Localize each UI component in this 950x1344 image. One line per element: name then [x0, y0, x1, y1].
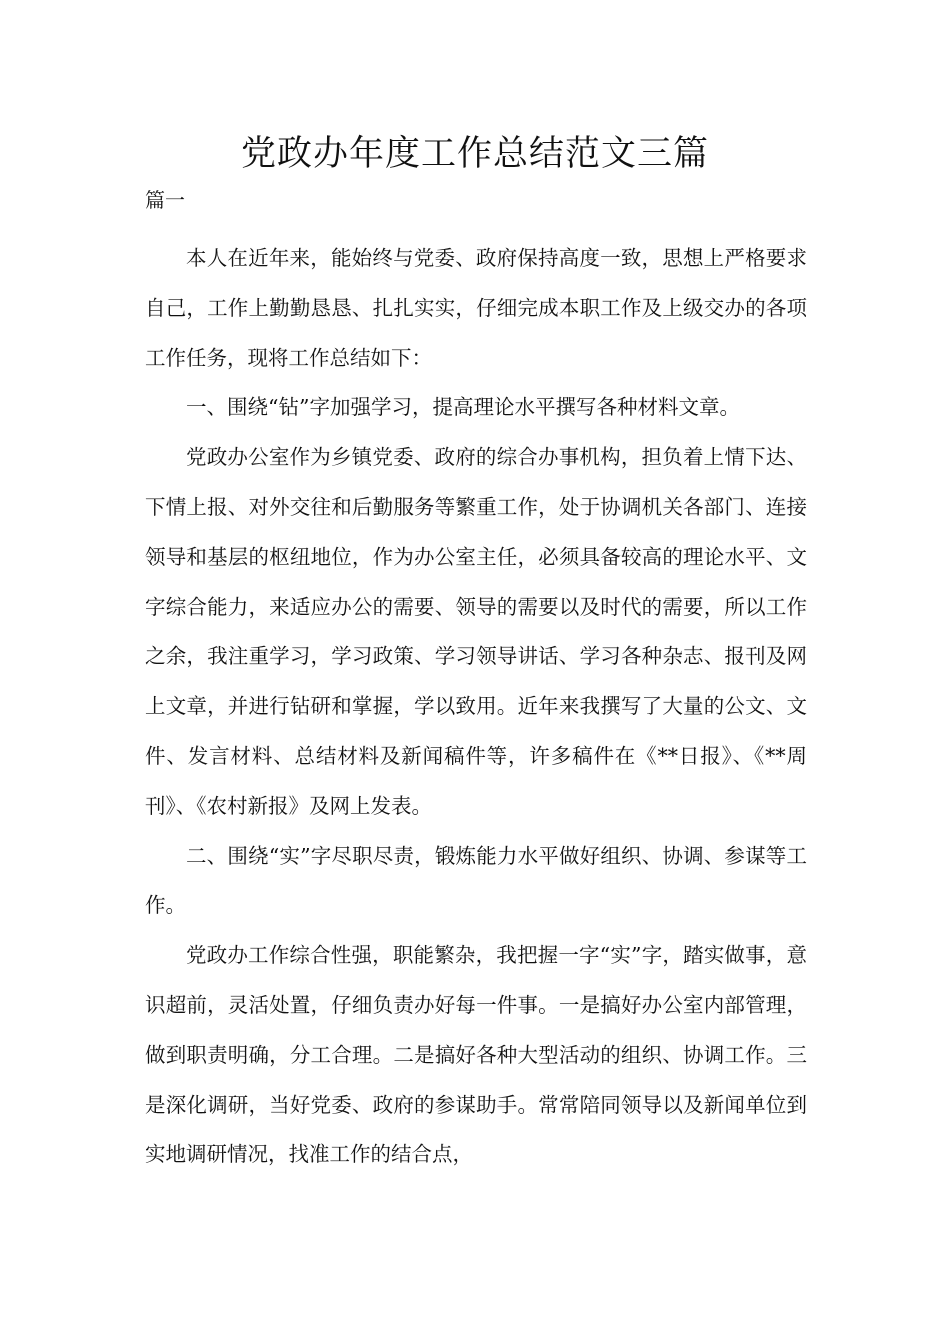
- paragraph-work: 党政办工作综合性强，职能繁杂，我把握一字“实”字，踏实做事，意识超前，灵活处置，仔细负责办好每一件事。一是搞好办公室内部管理，做到职责明确，分工合理。二是搞好各种大型活动的组织、协调工作。三是深化调研，当好党委、政府的参谋助手。常常陪同领导以及新闻单位到实地调研情况，找准工作的结合点，: [145, 943, 807, 1167]
- paragraph-intro: 本人在近年来，能始终与党委、政府保持高度一致，思想上严格要求自己，工作上勤勤恳恳、扎扎实实，仔细完成本职工作及上级交办的各项工作任务，现将工作总结如下：: [145, 246, 807, 370]
- document-title: 党政办年度工作总结范文三篇: [240, 134, 709, 174]
- section-label: 篇一: [145, 188, 185, 212]
- paragraph-heading-two: 二、围绕“实”字尽职尽责，锻炼能力水平做好组织、协调、参谋等工作。: [145, 843, 807, 918]
- document-body: [145, 234, 807, 1180]
- paragraph-heading-one: 一、围绕“钻”字加强学习，提高理论水平撰写各种材料文章。: [186, 395, 740, 420]
- paragraph-study: 党政办公室作为乡镇党委、政府的综合办事机构，担负着上情下达、下情上报、对外交往和后勤服务等繁重工作，处于协调机关各部门、连接领导和基层的枢纽地位，作为办公室主任，必须具备较高的理论水平、文字综合能力，来适应办公的需要、领导的需要以及时代的需要，所以工作之余，我注重学习，学习政策、学习领导讲话、学习各种杂志、报刊及网上文章，并进行钻研和掌握，学以致用。近年来我撰写了大量的公文、文件、发言材料、总结材料及新闻稿件等，许多稿件在《**日报》、《**周刊》、《农村新报》及网上发表。: [145, 445, 807, 818]
